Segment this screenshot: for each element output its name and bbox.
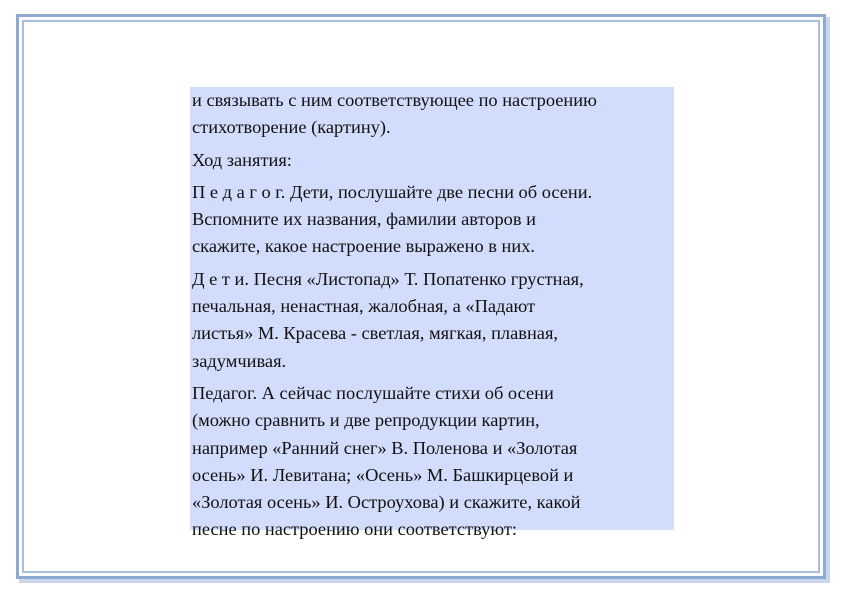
paragraph-teacher-question: П е д а г о г. Дети, послушайте две песни об осени. Вспомните их названия, фамилии авторов и скажите, какое настроение выражено в них. xyxy=(192,181,593,257)
frame-shadow-right xyxy=(826,17,830,582)
text-block xyxy=(190,87,674,540)
paragraph-lesson-heading: Ход занятия: xyxy=(192,149,292,170)
paragraph-intro: и связывать с ним соответствующее по настроению стихотворение (картину). xyxy=(192,90,597,138)
paragraph-teacher-task: Педагог. А сейчас послушайте стихи об осени (можно сравнить и две репродукции картин, например «Ранний снег» В. Поленова и «Золотая осень» И. Левитана; «Осень» М. Башкирцевой и «Золотая осень» И. Остроухова) и скажите, какой песне по настроению они соответствуют: xyxy=(192,382,581,540)
frame-shadow-bottom xyxy=(19,579,830,583)
paragraph-children-answer: Д е т и. Песня «Листопад» Т. Попатенко грустная, печальная, ненастная, жалобная, а «Падают листья» М. Красева - светлая, мягкая, плавная, задумчивая. xyxy=(192,268,584,371)
